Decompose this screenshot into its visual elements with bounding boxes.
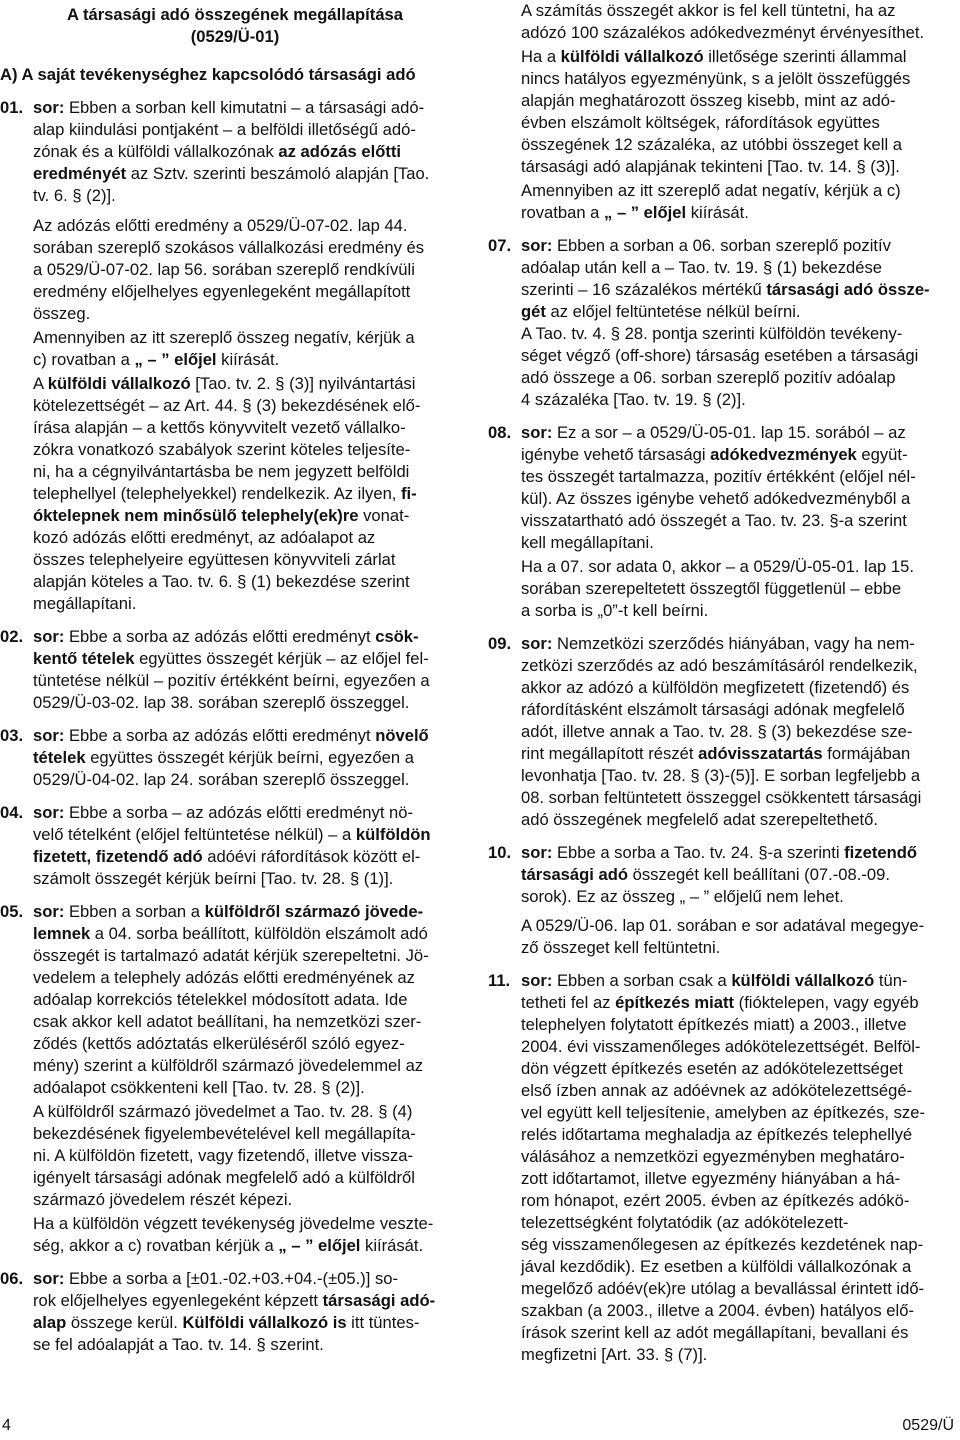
row-text: sor: Ebbe a sorba a Tao. tv. 24. §-a szerinti fizetendő — [521, 843, 917, 862]
left-col-line: számolt összegét kérjük beírni [Tao. tv. 28. § (1)]. — [33, 869, 394, 888]
right-col-line: dön végzett építkezés esetén az adókötelezettséget — [521, 1059, 903, 1078]
left-col-line: igényelt társasági adónak megfelelő adó a külföldről — [33, 1168, 415, 1187]
left-col-line: kötelezettségét – az Art. 44. § (3) bekezdésének elő- — [33, 396, 421, 415]
left-col-line: Ha a külföldön végzett tevékenység jövedelme veszte- — [33, 1214, 434, 1233]
right-col-line: Ha a 07. sor adata 0, akkor – a 0529/Ü-05-01. lap 15. — [521, 557, 914, 576]
row-text: sor: Ebben a sorban a külföldről származó jövede- — [33, 902, 424, 921]
right-col-line: kül). Az összes igénybe vehető adókedvezményből a — [521, 489, 911, 508]
left-col-line: összes telephelyeire együttesen könyvviteli zárlat — [33, 550, 396, 569]
left-col-line: a 0529/Ü-07-02. lap 56. sorában szereplő rendkívüli — [33, 260, 415, 279]
row-text: sor: Ebben a sorban csak a külföldi vállalkozó tün- — [521, 971, 908, 990]
left-col-line: A külföldi vállalkozó [Tao. tv. 2. § (3)] nyilvántartási — [33, 374, 416, 393]
right-col-line: társasági adó alapjának tekinteni [Tao. tv. 14. § (3)]. — [521, 157, 900, 176]
left-col-line: A társasági adó összegének megállapítása — [66, 5, 403, 24]
row-text: sor: Ebbe a sorba a [±01.-02.+03.+04.-(±05.)] so- — [33, 1269, 399, 1288]
left-col-line: tüntetése nélkül – pozitív értékként beírni, egyezően a — [33, 671, 430, 690]
right-col-line: adó összege a 06. sorban szereplő pozitív adóalap — [521, 368, 896, 387]
left-col-line: eredmény előjelhelyes egyenlegeként megállapított — [33, 282, 411, 301]
left-col-line: összeg. — [33, 304, 91, 323]
row-text: sor: Ebbe a sorba az adózás előtti eredményt csök- — [33, 627, 419, 646]
right-col-line: szerinti – 16 százalékos mértékű társasági adó össze- — [521, 280, 930, 299]
right-col-line: relés időtartama meghaladja az építkezés telephellyé — [521, 1125, 913, 1144]
right-col-line: gét az előjel feltüntetése nélkül beírni. — [521, 302, 801, 321]
right-col-line: megelőző adóév(ek)re utólag a bevallással érintett idő- — [521, 1279, 925, 1298]
left-col-line: rok előjelhelyes egyenlegeként képzett társasági adó- — [33, 1291, 436, 1310]
right-col-line: 08. sorban feltüntetett összeggel csökkentett társasági — [521, 788, 922, 807]
left-col-line: írása alapján – a kettős könyvvitelt vezető vállalko- — [33, 418, 406, 437]
right-col-line: rovatban a „ – ” előjel kiírását. — [521, 203, 749, 222]
left-col-line: c) rovatban a „ – ” előjel kiírását. — [33, 350, 280, 369]
row-number: 05. — [0, 902, 24, 921]
right-col-line: válásához a nemzetközi egyezményben meghatáro- — [521, 1147, 905, 1166]
left-col-line: bekezdésének figyelembevételével kell megállapíta- — [33, 1124, 416, 1143]
right-col-line: ző összeget kell feltüntetni. — [521, 938, 721, 957]
right-col-line: jával kezdődik). Ez esetben a külföldi vállalkozónak a — [521, 1257, 912, 1276]
row-number: 04. — [0, 803, 24, 822]
page-number: 4 — [2, 1417, 11, 1434]
left-col-line: összegét is tartalmazó adatát kérjük szerepeltetni. Jö- — [33, 946, 429, 965]
row-number: 08. — [488, 423, 512, 442]
left-col-line: tételek együttes összegét kérjük beírni, egyezően a — [33, 748, 414, 767]
left-col-line: megállapítani. — [33, 594, 137, 613]
left-col-line: ni, ha a cégnyilvántartásba be nem jegyzett belföldi — [33, 462, 410, 481]
form-code: 0529/Ü — [902, 1417, 954, 1434]
right-col-line: első ízben annak az adóévnek az adókötelezettségé- — [521, 1081, 913, 1100]
right-col-line: adót, illetve annak a Tao. tv. 28. § (3) bekezdése sze- — [521, 722, 913, 741]
left-col-line: ség, akkor a c) rovatban kérjük a „ – ” előjel kiírását. — [33, 1236, 424, 1255]
right-col-line: kell megállapítani. — [521, 533, 654, 552]
left-col-line: zónak és a külföldi vállalkozónak az adózás előtti — [33, 142, 401, 161]
right-col-line: zetközi szerződés az adó beszámításáról rendelkezik, — [521, 656, 918, 675]
row-text: sor: Ebbe a sorba az adózás előtti eredményt növelő — [33, 726, 429, 745]
right-col-line: A 0529/Ü-06. lap 01. sorában e sor adatával megegye- — [521, 916, 925, 935]
left-col-line: fizetett, fizetendő adó adóévi ráfordítások között el- — [33, 847, 421, 866]
right-col-line: ráfordításként elszámolt társasági adónak megfelelő — [521, 700, 905, 719]
right-col-line: igénybe vehető társasági adókedvezmények együt- — [521, 445, 908, 464]
row-number: 01. — [0, 98, 24, 117]
right-col-line: tetheti fel az építkezés miatt (fióktelepen, vagy egyéb — [521, 993, 919, 1012]
left-col-line: ni. A külföldön fizetett, vagy fizetendő, illetve vissza- — [33, 1146, 414, 1165]
row-text: sor: Ebbe a sorba – az adózás előtti eredményt nö- — [33, 803, 414, 822]
left-col-line: sorában szereplő szokásos vállalkozási eredmény és — [33, 238, 425, 257]
right-col-line: nincs hatályos egyezményünk, s a jelölt összefüggés — [521, 69, 911, 88]
right-col-line: akkor az adózó a külföldön megfizetett (fizetendő) és — [521, 678, 910, 697]
right-col-line: zott időtartamot, illetve egyezmény hiányában a há- — [521, 1169, 901, 1188]
right-col-line: évben elszámolt költségek, ráfordítások együttes — [521, 113, 880, 132]
right-col-line: sorok). Ez az összeg „ – ” előjelű nem lehet. — [521, 887, 844, 906]
left-col-line: mény) szerint a külföldről származó jövedelemmel az — [33, 1056, 424, 1075]
right-col-line: rint megállapított részét adóvisszatartás formájában — [521, 744, 911, 763]
right-col-line: levonhatja [Tao. tv. 28. § (3)-(5)]. E sorban legfeljebb a — [521, 766, 921, 785]
right-col-line: telezettségként folytatódik (az adókötelezett- — [521, 1213, 849, 1232]
left-col-line: telephellyel (telephelyekkel) rendelkezik. Az ilyen, fi- — [33, 484, 417, 503]
row-number: 02. — [0, 627, 24, 646]
right-col-line: telephelyen folytatott építkezés miatt) a 2003., illetve — [521, 1015, 907, 1034]
row-number: 07. — [488, 236, 512, 255]
right-col-line: összegének 12 százaléka, az utóbbi összeget kell a — [521, 135, 902, 154]
right-col-line: Amennyiben az itt szereplő adat negatív, kérjük a c) — [521, 181, 901, 200]
right-col-line: visszatartható adó összegét a Tao. tv. 23. §-a szerint — [521, 511, 907, 530]
row-text: sor: Nemzetközi szerződés hiányában, vagy ha nem- — [521, 634, 915, 653]
left-col-line: zókra vonatkozó szabályok szerint köteles teljesíte- — [33, 440, 411, 459]
left-col-line: óktelepnek nem minősülő telephely(ek)re vonat- — [33, 506, 410, 525]
left-col-line: vedelem a telephely adózás előtti eredményének az — [33, 968, 415, 987]
right-col-line: társasági adó összegét kell beállítani (07.-08.-09. — [521, 865, 890, 884]
left-col-line: 0529/Ü-04-02. lap 24. sorában szereplő összeggel. — [33, 770, 410, 789]
left-col-line: lemnek a 04. sorba beállított, külföldön elszámolt adó — [33, 924, 428, 943]
left-col-line: A) A saját tevékenységhez kapcsolódó társasági adó — [0, 65, 416, 84]
right-col-line: megfizetni [Art. 33. § (7)]. — [521, 1345, 708, 1364]
left-col-line: eredményét az Sztv. szerinti beszámoló alapján [Tao. — [33, 164, 430, 183]
right-col-line: rom hónapot, ezért 2005. évben az építkezés adókö- — [521, 1191, 910, 1210]
right-col-line: 4 százaléka [Tao. tv. 19. § (2)]. — [521, 390, 746, 409]
right-col-line: adóalap után kell a – Tao. tv. 19. § (1) bekezdése — [521, 258, 883, 277]
left-col-line: Az adózás előtti eredmény a 0529/Ü-07-02. lap 44. — [33, 216, 408, 235]
left-col-line: adóalap korrekciós tételekkel módosított adata. Ide — [33, 990, 408, 1009]
right-col-line: A számítás összegét akkor is fel kell tüntetni, ha az — [521, 1, 896, 20]
right-col-line: alapján meghatározott összeg kisebb, mint az adó- — [521, 91, 896, 110]
left-col-line: csak akkor kell adatot beállítani, ha nemzetközi szer- — [33, 1012, 422, 1031]
right-col-line: tes összegét tartalmazza, pozitív értékként (előjel nél- — [521, 467, 916, 486]
right-col-line: adó összegének megfelelő adat szerepeltethető. — [521, 810, 879, 829]
left-col-line: A külföldről származó jövedelmet a Tao. tv. 28. § (4) — [33, 1102, 413, 1121]
left-col-line: ződés (kettős adóztatás elkerüléséről szóló egyez- — [33, 1034, 405, 1053]
left-col-line: se fel adóalapját a Tao. tv. 14. § szerint. — [33, 1335, 324, 1354]
right-col-line: vel együtt kell teljesítenie, amelyben az építkezés, sze- — [521, 1103, 925, 1122]
row-number: 03. — [0, 726, 24, 745]
row-text: sor: Ebben a sorban a 06. sorban szereplő pozitív — [521, 236, 891, 255]
right-col-line: Ha a külföldi vállalkozó illetősége szerinti állammal — [521, 47, 907, 66]
right-col-line: sorában szerepeltetett összegtől függetlenül – ebbe — [521, 579, 902, 598]
left-col-line: velő tételként (előjel feltüntetése nélkül) – a külföldön — [33, 825, 431, 844]
left-col-line: tv. 6. § (2)]. — [33, 186, 116, 205]
left-col-line: kozó adózás előtti eredményt, az adóalapot az — [33, 528, 376, 547]
left-col-line: 0529/Ü-03-02. lap 38. sorában szereplő összeggel. — [33, 693, 410, 712]
left-col-line: származó jövedelem részét képezi. — [33, 1190, 293, 1209]
left-col-line: Amennyiben az itt szereplő összeg negatív, kérjük a — [33, 328, 415, 347]
right-col-line: A Tao. tv. 4. § 28. pontja szerinti külföldön tevékeny- — [521, 324, 903, 343]
row-text: sor: Ebben a sorban kell kimutatni – a társasági adó- — [33, 98, 425, 117]
left-col-line: adóalapot csökkenteni kell [Tao. tv. 28. § (2)]. — [33, 1078, 365, 1097]
row-number: 06. — [0, 1269, 24, 1288]
right-col-line: a sorba is „0”-t kell beírni. — [521, 601, 709, 620]
left-col-line: kentő tételek együttes összegét kérjük – az előjel fel- — [33, 649, 429, 668]
right-col-line: szakban (a 2003., illetve a 2004. évben) hatályos elő- — [521, 1301, 914, 1320]
left-col-line: alap kiindulási pontjaként – a belföldi illetőségű adó- — [33, 120, 416, 139]
right-col-line: ség visszamenőlegesen az építkezés kezdetének nap- — [521, 1235, 924, 1254]
right-col-line: írások szerint kell az adót megállapítani, bevallani és — [521, 1323, 909, 1342]
row-number: 10. — [488, 843, 512, 862]
right-col-line: adózó 100 százalékos adókedvezményt érvényesíthet. — [521, 23, 925, 42]
left-col-line: alap összege kerül. Külföldi vállalkozó is itt tüntes- — [33, 1313, 420, 1332]
right-col-line: 2004. évi visszamenőleges adókötelezettségét. Belföl- — [521, 1037, 921, 1056]
row-number: 09. — [488, 634, 512, 653]
row-text: sor: Ez a sor – a 0529/Ü-05-01. lap 15. sorából – az — [521, 423, 906, 442]
right-col-line: séget végző (off-shore) társaság esetében a társasági — [521, 346, 919, 365]
left-col-line: (0529/Ü-01) — [190, 27, 280, 46]
row-number: 11. — [488, 971, 511, 990]
left-col-line: alapján köteles a Tao. tv. 6. § (1) bekezdése szerint — [33, 572, 410, 591]
